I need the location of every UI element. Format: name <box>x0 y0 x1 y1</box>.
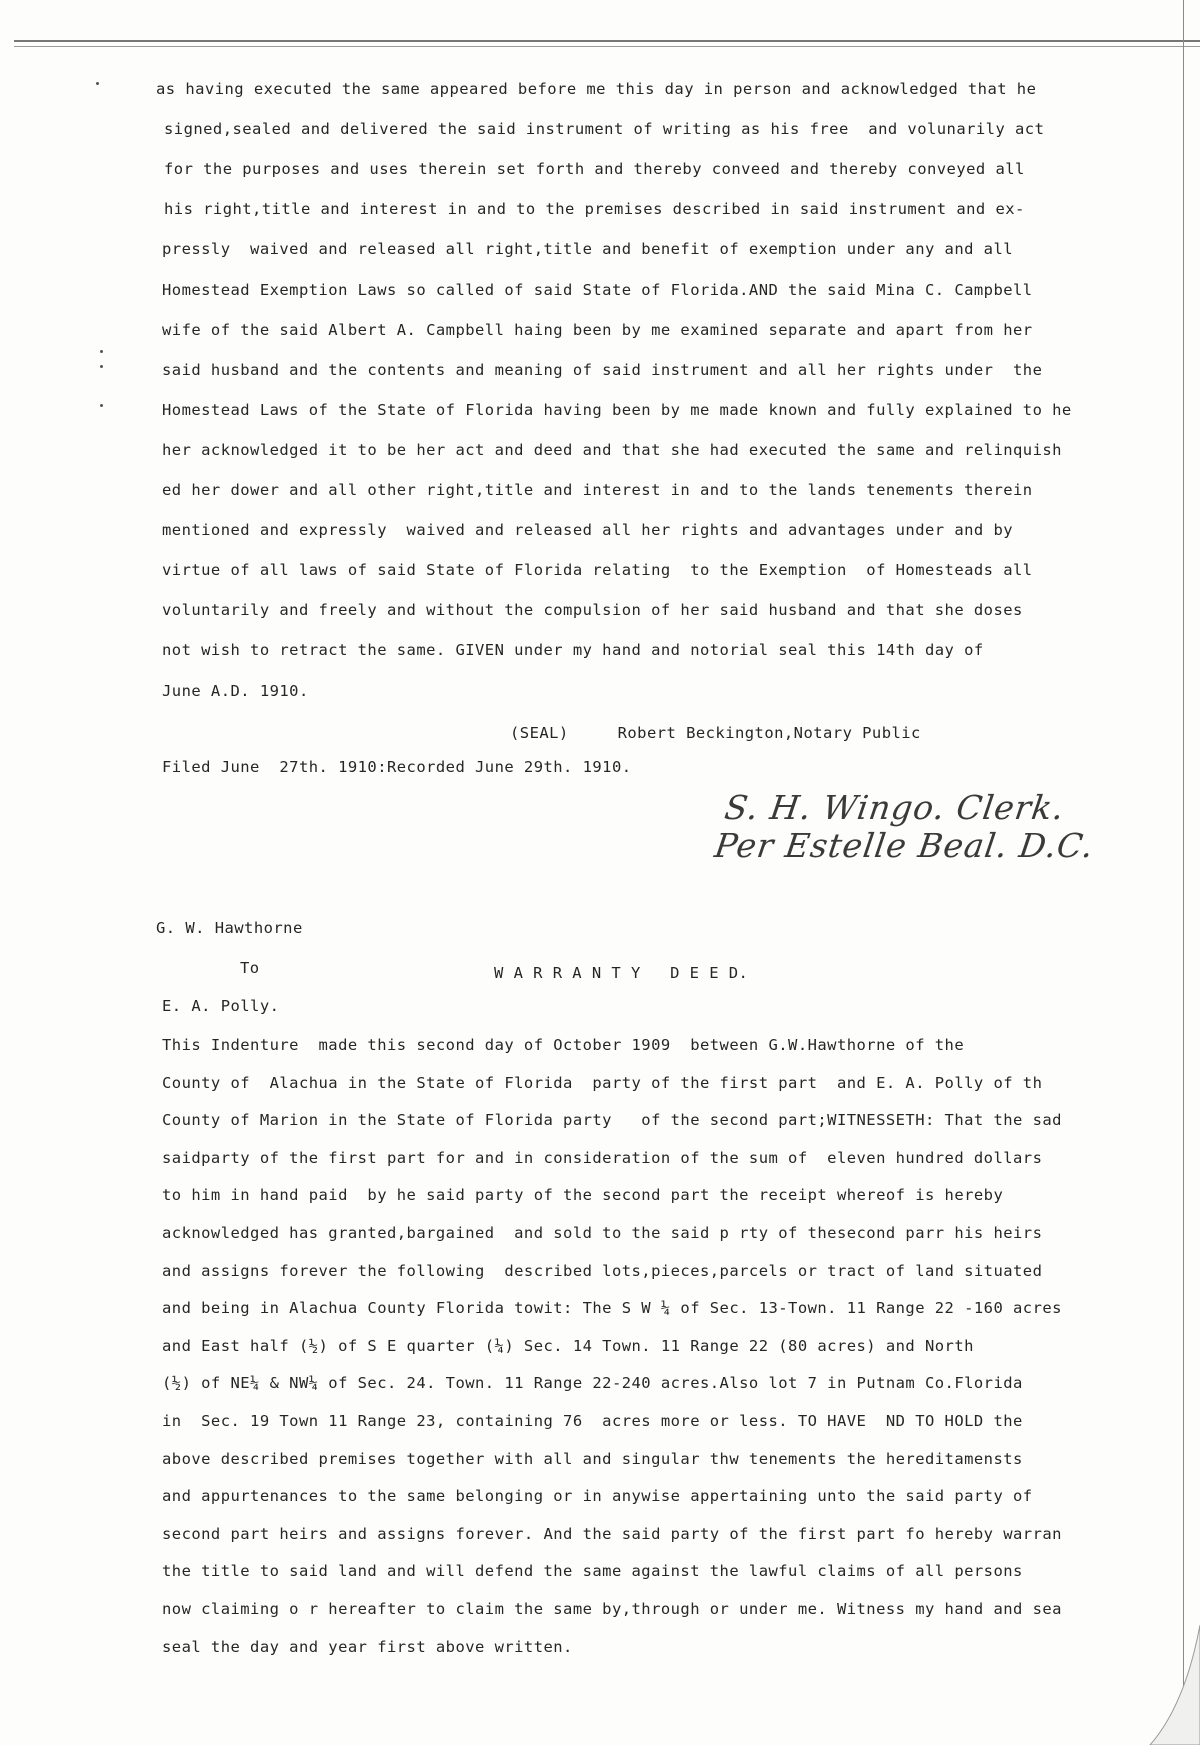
text-line: June A.D. 1910. <box>162 681 309 700</box>
to-label: To <box>240 959 260 977</box>
text-line: signed,sealed and delivered the said instrument of writing as his free and volunarily act <box>164 120 1045 139</box>
text-line: in Sec. 19 Town 11 Range 23, containing 76 acres more or less. TO HAVE ND TO HOLD the <box>162 1412 1023 1430</box>
text-line: mentioned and expressly waived and released all her rights and advantages under and by <box>162 521 1014 540</box>
margin-mark <box>100 365 103 368</box>
margin-mark <box>100 350 103 353</box>
text-line: This Indenture made this second day of October 1909 between G.W.Hawthorne of the <box>162 1036 965 1054</box>
seal-notary-line: (SEAL) Robert Beckington,Notary Public <box>510 724 921 742</box>
top-rule-secondary <box>14 46 1200 47</box>
page-edge <box>1183 0 1184 1745</box>
text-line: the title to said land and will defend the same against the lawful claims of all persons <box>162 1562 1023 1581</box>
text-line: County of Marion in the State of Florida party of the second part;WITNESSETH: That the sad <box>162 1111 1062 1130</box>
text-line: and East half (½) of S E quarter (¼) Sec. 14 Town. 11 Range 22 (80 acres) and North <box>162 1336 974 1355</box>
text-line: not wish to retract the same. GIVEN under my hand and notorial seal this 14th day of <box>162 641 984 660</box>
grantee-name: E. A. Polly. <box>162 997 280 1015</box>
text-line: and appurtenances to the same belonging or in anywise appertaining unto the said party of <box>162 1487 1033 1506</box>
text-line: virtue of all laws of said State of Florida relating to the Exemption of Homesteads all <box>162 561 1033 580</box>
text-line: second part heirs and assigns forever. And the said party of the first part fo hereby warran <box>162 1524 1062 1543</box>
text-line: acknowledged has granted,bargained and sold to the said p rty of thesecond parr his heirs <box>162 1224 1043 1242</box>
text-line: her acknowledged it to be her act and deed and that she had executed the same and relinquish <box>162 440 1062 459</box>
text-line: (½) of NE¼ & NW¼ of Sec. 24. Town. 11 Range 22-240 acres.Also lot 7 in Putnam Co.Florida <box>162 1374 1023 1393</box>
margin-mark <box>96 82 99 85</box>
text-line: and assigns forever the following described lots,pieces,parcels or tract of land situated <box>162 1261 1043 1280</box>
margin-mark <box>100 404 103 407</box>
text-line: Homestead Laws of the State of Florida having been by me made known and fully explained to he <box>162 400 1072 419</box>
page-curl <box>1130 1625 1200 1745</box>
top-rule <box>14 40 1200 42</box>
clerk-signature: S. H. Wingo. Clerk. <box>722 788 1068 827</box>
text-line: his right,title and interest in and to the premises described in said instrument and ex- <box>164 200 1025 219</box>
deed-title: W A R R A N T Y D E E D. <box>494 964 749 982</box>
text-line: seal the day and year first above written. <box>162 1637 573 1656</box>
text-line: for the purposes and uses therein set forth and thereby conveed and thereby conveyed all <box>164 160 1025 179</box>
deputy-signature: Per Estelle Beal. D.C. <box>712 826 1097 865</box>
text-line: above described premises together with all and singular thw tenements the hereditamensts <box>162 1449 1023 1468</box>
text-line: voluntarily and freely and without the compulsion of her said husband and that she doses <box>162 601 1023 620</box>
text-line: said husband and the contents and meaning of said instrument and all her rights under the <box>162 360 1043 379</box>
text-line: wife of the said Albert A. Campbell haing been by me examined separate and apart from her <box>162 320 1033 339</box>
text-line: to him in hand paid by he said party of the second part the receipt whereof is hereby <box>162 1186 1004 1205</box>
text-line: as having executed the same appeared before me this day in person and acknowledged that he <box>156 80 1037 98</box>
text-line: County of Alachua in the State of Florida party of the first part and E. A. Polly of th <box>162 1073 1043 1092</box>
text-line: Homestead Exemption Laws so called of said State of Florida.AND the said Mina C. Campbell <box>162 280 1033 299</box>
text-line: now claiming o r hereafter to claim the same by,through or under me. Witness my hand and sea <box>162 1600 1062 1618</box>
grantor-name: G. W. Hawthorne <box>156 919 303 937</box>
filed-recorded-line: Filed June 27th. 1910:Recorded June 29th. 1910. <box>162 758 632 776</box>
text-line: and being in Alachua County Florida towit: The S W ¼ of Sec. 13-Town. 11 Range 22 -160 acres <box>162 1299 1062 1318</box>
text-line: saidparty of the first part for and in consideration of the sum of eleven hundred dollars <box>162 1148 1043 1167</box>
text-line: ed her dower and all other right,title and interest in and to the lands tenements therein <box>162 481 1033 499</box>
text-line: pressly waived and released all right,title and benefit of exemption under any and all <box>162 240 1014 259</box>
